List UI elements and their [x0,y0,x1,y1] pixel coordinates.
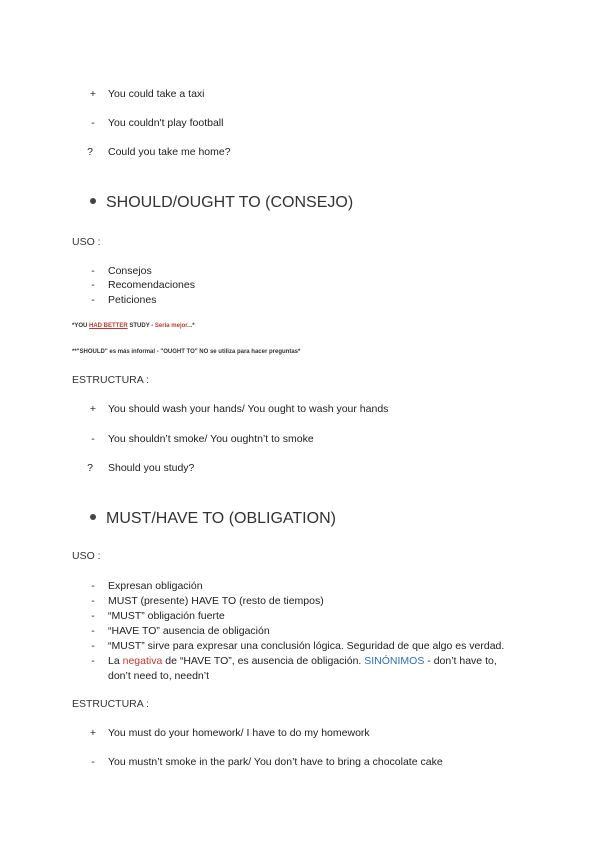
list-item-text: “MUST” sirve para expresar una conclusión lógica. Seguridad de que algo es verdad. [108,640,505,652]
dash-symbol: - [91,580,95,592]
list-item-text: You could take a taxi [108,88,205,100]
section-heading: MUST/HAVE TO (OBLIGATION) [90,510,336,528]
plus-symbol: + [89,403,97,415]
minus-symbol: - [91,433,95,445]
list-item-text: Expresan obligación [108,580,203,592]
bullet-icon [90,198,96,204]
list-item-text: “MUST” obligación fuerte [108,610,225,622]
dash-symbol: - [91,294,95,306]
list-item-text: “HAVE TO” ausencia de obligación [108,625,270,637]
list-item-text: Should you study? [108,462,195,474]
dash-symbol: - [91,265,95,277]
plus-symbol: + [89,88,97,100]
estructura-label: ESTRUCTURA : [72,698,150,710]
note-should: **"SHOULD" es más informal - "OUGHT TO" NO se utiliza para hacer preguntas* [72,349,301,355]
list-item-text: MUST (presente) HAVE TO (resto de tiempos) [108,595,324,607]
question-symbol: ? [87,462,93,474]
question-symbol: ? [87,146,93,158]
list-item-text: Peticiones [108,294,157,306]
dash-symbol: - [91,595,95,607]
list-item-text: You couldn't play football [108,117,224,129]
list-item-text: Could you take me home? [108,146,231,158]
estructura-label: ESTRUCTURA : [72,374,150,386]
note-had-better: *YOU HAD BETTER STUDY - Sería mejor...* [72,323,195,329]
bullet-icon [90,514,96,520]
list-item-text: Recomendaciones [108,279,195,291]
dash-symbol: - [91,610,95,622]
list-item-text: You must do your homework/ I have to do my homework [108,727,370,739]
section-heading: SHOULD/OUGHT TO (CONSEJO) [90,194,353,212]
uso-label: USO : [72,550,101,562]
list-item-text: La negativa de “HAVE TO”, es ausencia de obligación. SINÓNIMOS - don’t have to, [108,655,497,667]
list-item-text: You should wash your hands/ You ought to wash your hands [108,403,389,415]
list-item-text: Consejos [108,265,152,277]
dash-symbol: - [91,640,95,652]
dash-symbol: - [91,655,95,667]
list-item-text: You shouldn’t smoke/ You oughtn’t to smoke [108,433,314,445]
dash-symbol: - [91,625,95,637]
minus-symbol: - [91,756,95,768]
plus-symbol: + [89,727,97,739]
dash-symbol: - [91,279,95,291]
list-item-text: You mustn’t smoke in the park/ You don’t have to bring a chocolate cake [108,756,443,768]
minus-symbol: - [91,117,95,129]
uso-label: USO : [72,236,101,248]
